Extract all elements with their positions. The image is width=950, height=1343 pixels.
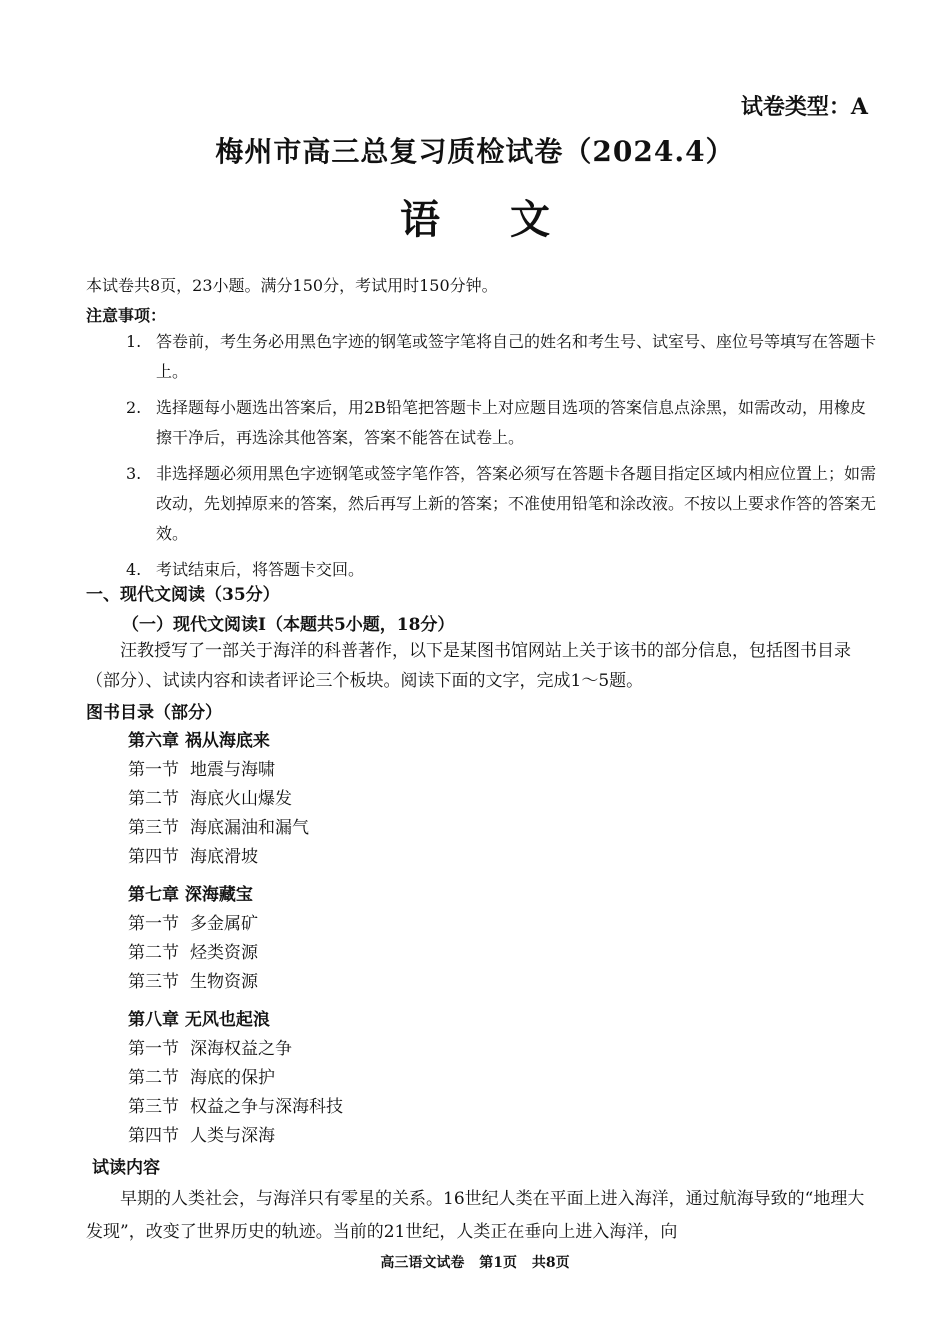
note-text: 非选择题必须用黑色字迹钢笔或签字笔作答，答案必须写在答题卡各题目指定区域内相应位置上；如需改动，先划掉原来的答案，然后再写上新的答案；不准使用铅笔和涂改液。不按以上要求作答的答案无效。 [156, 464, 877, 543]
section-number: 第一节 [128, 914, 179, 934]
section-number: 第三节 [128, 818, 179, 838]
note-item [126, 459, 876, 549]
note-number: 2. [126, 398, 142, 417]
table-of-contents [128, 726, 628, 1159]
toc-section [128, 756, 628, 785]
toc-section [128, 1064, 628, 1093]
section-number: 第三节 [128, 1097, 179, 1117]
subject-title: 语文 [400, 196, 620, 243]
toc-section [128, 1035, 628, 1064]
section-number: 第二节 [128, 943, 179, 963]
section-name: 权益之争与深海科技 [190, 1097, 343, 1117]
toc-section [128, 968, 628, 997]
section-number: 第二节 [128, 1068, 179, 1088]
section-name: 海底漏油和漏气 [190, 818, 309, 838]
section-name: 地震与海啸 [190, 760, 275, 780]
section-name: 深海权益之争 [190, 1039, 292, 1059]
section-number: 第一节 [128, 760, 179, 780]
note-text: 选择题每小题选出答案后，用2B铅笔把答题卡上对应题目选项的答案信息点涂黑，如需改动，用橡皮擦干净后，再选涂其他答案，答案不能答在试卷上。 [156, 398, 866, 447]
section-name: 海底火山爆发 [190, 789, 292, 809]
section-number: 第三节 [128, 972, 179, 992]
note-number: 3. [126, 464, 142, 483]
trial-heading: 试读内容 [92, 1158, 160, 1178]
toc-section [128, 910, 628, 939]
chapter-title: 第六章 祸从海底来 [128, 731, 270, 751]
toc-section [128, 1122, 628, 1151]
section-number: 第四节 [128, 847, 179, 867]
trial-text: 早期的人类社会，与海洋只有零星的关系。16世纪人类在平面上进入海洋，通过航海导致的“地理大发现”，改变了世界历史的轨迹。当前的21世纪，人类正在垂向上进入海洋，向 [86, 1189, 865, 1242]
subsection-title: （一）现代文阅读Ⅰ（本题共5小题，18分） [122, 615, 455, 635]
section-number: 第一节 [128, 1039, 179, 1059]
toc-section [128, 1093, 628, 1122]
exam-title: 梅州市高三总复习质检试卷（2024.4） [215, 135, 735, 168]
chapter-title: 第七章 深海藏宝 [128, 885, 253, 905]
notes-list [126, 327, 876, 591]
toc-section [128, 814, 628, 843]
toc-chapter [128, 880, 628, 997]
section-name: 生物资源 [190, 972, 258, 992]
section-name: 海底的保护 [190, 1068, 275, 1088]
note-number: 4. [126, 560, 142, 579]
page-footer: 高三语文试卷 第1页 共8页 [380, 1255, 570, 1271]
section-intro: 汪教授写了一部关于海洋的科普著作，以下是某图书馆网站上关于该书的部分信息，包括图书目录（部分）、试读内容和读者评论三个板块。阅读下面的文字，完成1～5题。 [86, 641, 851, 691]
section-title: 一、现代文阅读（35分） [86, 585, 280, 605]
notes-heading: 注意事项： [86, 306, 167, 325]
section-name: 多金属矿 [190, 914, 258, 934]
toc-section [128, 939, 628, 968]
note-text: 考试结束后，将答题卡交回。 [156, 560, 365, 579]
section-name: 人类与深海 [190, 1126, 275, 1146]
note-text: 答卷前，考生务必用黑色字迹的钢笔或签字笔将自己的姓名和考生号、试室号、座位号等填写在答题卡上。 [156, 332, 877, 381]
note-item [126, 393, 876, 453]
note-number: 1. [126, 332, 142, 351]
toc-chapter [128, 1005, 628, 1151]
section-name: 烃类资源 [190, 943, 258, 963]
chapter-title: 第八章 无风也起浪 [128, 1010, 270, 1030]
toc-section [128, 785, 628, 814]
exam-info: 本试卷共8页，23小题。满分150分，考试用时150分钟。 [86, 276, 498, 295]
paper-type: 试卷类型：A [740, 94, 868, 120]
section-name: 海底滑坡 [190, 847, 258, 867]
toc-section [128, 843, 628, 872]
toc-heading: 图书目录（部分） [86, 703, 222, 723]
note-item [126, 327, 876, 387]
section-number: 第二节 [128, 789, 179, 809]
toc-chapter [128, 726, 628, 872]
section-number: 第四节 [128, 1126, 179, 1146]
